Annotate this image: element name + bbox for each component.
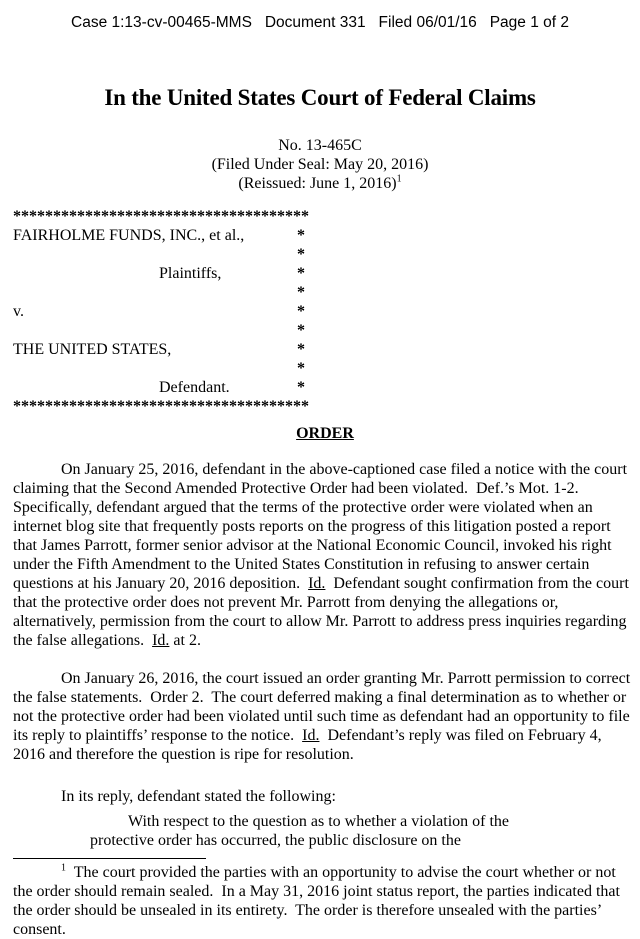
- caption-star: *: [297, 360, 305, 377]
- footnote-text: The court provided the parties with an opportunity to advise the court whether or not the order should remain sealed. In a May 31, 2016 joint status report, the parties indicated that the order should be unsealed in its entirety. The order is therefore unsealed with the parties’ consent.: [13, 864, 624, 938]
- caption-row-blank: [13, 283, 305, 302]
- defendant-name: THE UNITED STATES,: [13, 341, 172, 358]
- caption-row-blank: [13, 359, 305, 378]
- footnote-marker: 1: [61, 862, 66, 874]
- reissued-text: (Reissued: June 1, 2016): [238, 175, 397, 192]
- order-paragraph-3: In its reply, defendant stated the following:: [61, 788, 336, 805]
- order-paragraph-1: On January 25, 2016, defendant in the above-captioned case filed a notice with the court claiming that the Second Amended Protective Order had been violated. Def.’s Mot. 1-2. Specifically, defendant argued that the terms of the protective order were violated when an internet blog site that frequently posts reports on the progress of this litigation posted a report that James Parrott, former senior advisor at the National Economic Council, invoked his right under the Fifth Amendment to the United States Constitution in refusing to answer certain questions at his January 20, 2016 deposition. Id. Defendant sought confirmation from the court that the protective order does not prevent Mr. Parrott from denying the allegations or, alternatively, permission from the court to allow Mr. Parrott to address press inquiries regarding the false allegations. Id. at 2.: [13, 461, 633, 649]
- caption-star: *: [297, 265, 305, 282]
- order-heading: ORDER: [296, 425, 354, 442]
- caption-star: *: [297, 303, 305, 320]
- reissued-line: [0, 174, 640, 193]
- caption-star: *: [297, 379, 305, 396]
- court-title: In the United States Court of Federal Claims: [104, 85, 536, 110]
- caption-row-blank: [13, 321, 305, 340]
- court-filing-stamp: Case 1:13-cv-00465-MMS Document 331 Filed 06/01/16 Page 1 of 2: [71, 14, 569, 31]
- footnote-1: [13, 863, 637, 939]
- footnote-separator: [13, 858, 206, 859]
- caption-row-blank: [13, 245, 305, 264]
- caption-star: *: [297, 284, 305, 301]
- caption-star: *: [297, 246, 305, 263]
- case-number: No. 13-465C: [278, 137, 362, 154]
- order-paragraph-2: On January 26, 2016, the court issued an order granting Mr. Parrott permission to correct the false statements. Order 2. The court deferred making a final determination as to whether or not the protective order had been violated until such time as defendant had an opportunity to file its reply to plaintiffs’ response to the notice. Id. Defendant’s reply was filed on February 4, 2016 and therefore the question is ripe for resolution.: [13, 670, 635, 763]
- caption-star: *: [297, 227, 305, 244]
- defendant-designation: Defendant.: [159, 379, 230, 396]
- versus-abbreviation: v.: [13, 303, 24, 320]
- caption-row-versus: [13, 302, 305, 321]
- caption-row-defendant-name: [13, 340, 305, 359]
- caption-row-plaintiffs-designation: [13, 264, 305, 283]
- caption-row-defendant-designation: [13, 378, 305, 397]
- document-body: [13, 207, 637, 939]
- caption-star-border-top: *************************************: [13, 208, 309, 225]
- plaintiffs-designation: Plaintiffs,: [159, 265, 222, 282]
- filed-under-seal-line: (Filed Under Seal: May 20, 2016): [211, 156, 429, 173]
- footnote-reference: 1: [396, 173, 402, 185]
- plaintiff-name: FAIRHOLME FUNDS, INC., et al.,: [13, 227, 245, 244]
- caption-row-plaintiff-name: [13, 226, 305, 245]
- caption-star: *: [297, 322, 305, 339]
- caption-star-border-bottom: *************************************: [13, 398, 309, 415]
- case-info-block: [0, 136, 640, 193]
- defendant-reply-quote: With respect to the question as to whether a violation of the protective order has occurred, the public disclosure on the: [90, 813, 514, 849]
- caption-star: *: [297, 341, 305, 358]
- case-caption: [13, 207, 309, 416]
